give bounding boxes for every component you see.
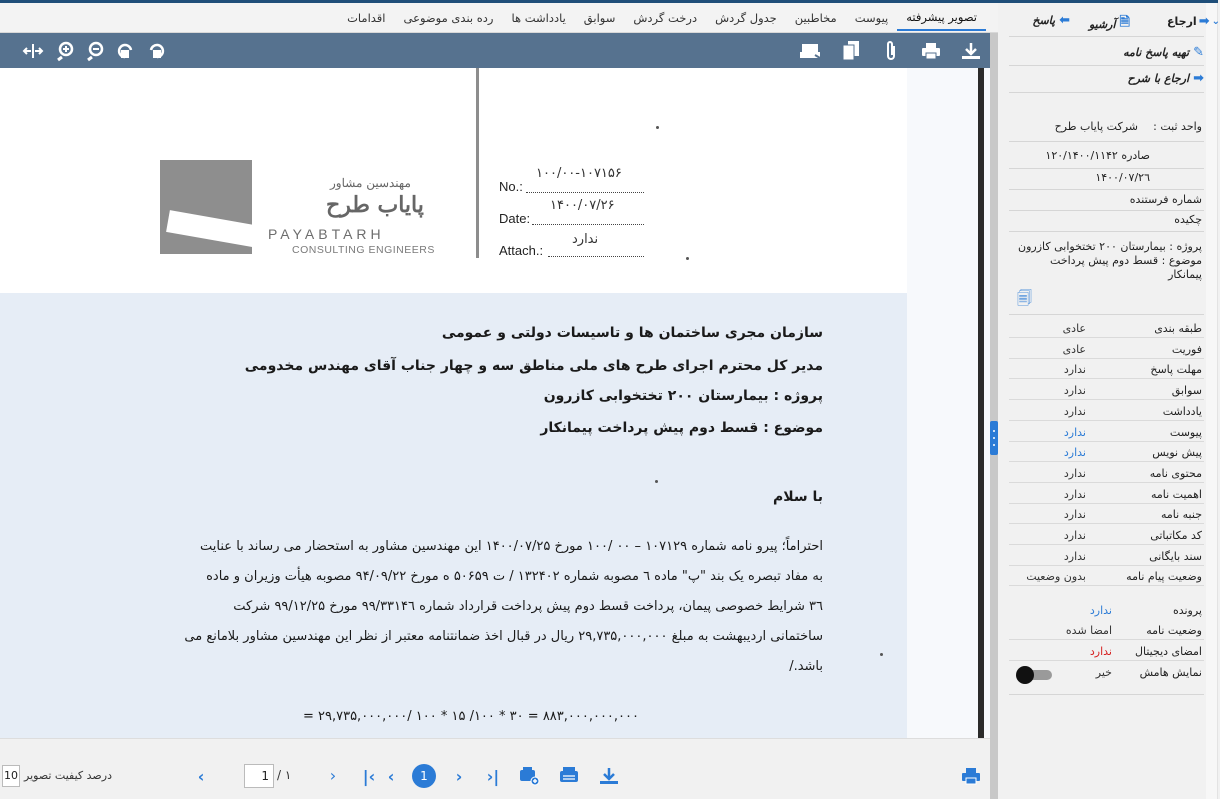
property-row [1009,546,1204,566]
letter-number: ۱۰۰/۰۰-۱۰۷۱۵۶ [536,166,622,181]
property-label: کد مکاتباتی [1150,529,1202,542]
property-value: ندارد [1063,467,1086,480]
refer-button[interactable]: ⌄ ➡ ارجاع [1167,14,1220,29]
summary-line-3: پیمانکار [1168,268,1202,281]
prev-page-icon[interactable]: ‹ [387,766,395,786]
addressee-line-1: سازمان مجری ساختمان ها و تاسیسات دولتی و عمومی [441,325,823,341]
tab-flow-table[interactable]: جدول گردش [715,11,777,25]
folder-value[interactable]: ندارد [1089,604,1112,617]
summary-label: چکیده [1174,213,1202,226]
summary-line-1: پروژه : بیمارستان ۲۰۰ تختخوابی کازرون [1018,240,1202,253]
property-value: ندارد [1063,529,1086,542]
summary-line-2: موضوع : قسط دوم پیش پرداخت [1050,254,1202,267]
margin-display-row: نمایش هامش خیر [1095,666,1202,679]
date-label: Date: [499,211,531,226]
project-line: پروژه : بیمارستان ۲۰۰ تختخوابی کازرون [543,388,823,404]
tab-bar [0,3,1000,33]
property-label: محتوی نامه [1149,467,1202,480]
property-label: سوابق [1171,384,1202,397]
pager-bar [0,738,990,799]
company-logo [160,160,252,254]
add-scan-icon[interactable] [518,765,540,787]
property-row [1009,359,1204,379]
document-viewer[interactable] [0,68,990,738]
tab-subject-classification[interactable]: رده بندی موضوعی [403,11,494,25]
panel-splitter[interactable] [990,33,998,799]
body-line-5: باشد./ [789,659,823,674]
margin-toggle[interactable] [1016,666,1056,682]
property-label: مهلت پاسخ [1150,363,1202,376]
splitter-handle[interactable] [990,421,998,455]
property-row [1009,504,1204,524]
property-value: ندارد [1063,550,1086,563]
viewer-toolbar [0,33,990,68]
property-label: وضعیت پیام نامه [1126,570,1202,583]
copy-icon[interactable] [838,38,864,64]
property-value: عادی [1062,322,1086,335]
logo-fa-subtitle: مهندسین مشاور [330,176,411,190]
property-row [1009,318,1204,338]
property-label: پیوست [1169,426,1202,439]
reply-button[interactable]: ⬅ پاسخ [1032,13,1070,28]
zoom-out-icon[interactable] [82,38,108,64]
refer-note-icon: ➡ [1193,71,1204,86]
logo-en-title: PAYABTARH [268,226,385,242]
quality-input[interactable]: 10 [2,765,20,787]
property-label: یادداشت [1162,405,1202,418]
digital-signature-row: امضای دیجیتال ندارد [1009,641,1204,661]
property-row [1009,380,1204,400]
refer-with-note-button[interactable]: ➡ ارجاع با شرح [1127,71,1204,86]
property-label: سند بایگانی [1149,550,1202,563]
property-row [1009,422,1204,442]
property-row [1009,401,1204,421]
compose-icon: ✎ [1193,45,1204,60]
property-row [1009,484,1204,504]
download-icon[interactable] [598,765,620,787]
property-value[interactable]: ندارد [1063,426,1086,439]
registration-unit-value: شرکت پایاب طرح [1054,120,1138,133]
tab-history[interactable]: سوابق [583,11,616,25]
property-row [1009,463,1204,483]
tab-attachment[interactable]: پیوست [854,11,889,25]
calculation-line: ۸۸۳,۰۰۰,۰۰۰,۰۰۰ = ۳۰ * ۱۰۰/ ۱۵ * ۱۰۰ /۲۹,۷۳۵,۰۰۰,۰۰۰ = [302,709,639,724]
property-label: جنبه نامه [1160,508,1202,521]
property-value: ندارد [1063,508,1086,521]
chevron-down-icon: ⌄ [1211,16,1220,27]
next-page-icon[interactable]: › [455,766,463,786]
archive-button[interactable]: 🗎 آرشیو [1089,13,1130,35]
logo-en-subtitle: CONSULTING ENGINEERS [292,244,435,256]
letterhead-divider [476,68,479,258]
letter-status-row: وضعیت نامه امضا شده [1009,620,1204,640]
last-page-icon[interactable]: ›| [486,766,500,786]
property-value: ندارد [1063,363,1086,376]
property-row [1009,525,1204,545]
tab-flow-tree[interactable]: درخت گردش [633,11,698,25]
property-row [1009,339,1204,359]
property-row [1009,566,1204,586]
scan-icon[interactable] [798,38,824,64]
property-row [1009,442,1204,462]
body-line-3: ۳٦ شرایط خصوصی پیمان، پرداخت قسط دوم پیش پرداخت قرارداد شماره ۹۹/۳۳۱۴٦ مورخ ۹۹/۱۲/۲۵ شرکت [233,599,823,614]
greeting-line: با سلام [772,489,823,505]
logo-fa-title: پایاب طرح [326,192,424,218]
property-label: پیش نویس [1152,446,1202,459]
property-value: ندارد [1063,405,1086,418]
print-icon[interactable] [918,38,944,64]
property-label: اهمیت نامه [1150,488,1202,501]
rotate-right-icon[interactable] [144,38,170,64]
property-value[interactable]: ندارد [1063,446,1086,459]
property-value: عادی [1062,343,1086,356]
archive-icon: 🗎 [1119,15,1130,30]
letter-info-panel [998,3,1218,799]
rotate-left-icon[interactable] [112,38,138,64]
property-value: بدون وضعیت [1026,570,1086,583]
no-label: No.: [499,179,523,194]
page-number-input[interactable]: 1 [244,764,274,788]
fit-width-icon[interactable] [20,38,46,64]
letter-date: ۱۴۰۰/۰۷/۲۶ [550,198,615,213]
print-icon[interactable] [960,765,982,787]
tab-notes[interactable]: یادداشت ها [511,11,566,25]
attachment-icon[interactable] [878,38,904,64]
issue-date: ۱۴۰۰/۰۷/۲٦ [1095,171,1150,184]
quality-label: درصد کیفیت تصویر [24,769,112,782]
property-label: طبقه بندی [1154,322,1202,335]
registration-unit-label: واحد ثبت : [1153,120,1202,133]
folder-row: پرونده ندارد [1089,604,1202,617]
issued-number: صادره ۱۲۰/۱۴۰۰/۱۱۴۲ [1045,149,1150,162]
property-value: ندارد [1063,488,1086,501]
prev-arrow-icon[interactable]: ‹ [197,766,205,786]
current-page-indicator[interactable]: 1 [412,764,436,788]
refer-arrow-icon: ➡ [1198,14,1210,29]
subject-line: موضوع : قسط دوم پیش پرداخت پیمانکار [540,420,823,436]
property-value: ندارد [1063,384,1086,397]
attach-label: Attach.: [499,243,544,258]
body-line-4: ساختمانی اردیبهشت به مبلغ ۲۹,۷۳۵,۰۰۰,۰۰۰ ریال در قبال اخذ ضمانتنامه معتبر از نظر این مهندسین مشاور بلامانع می [184,629,823,644]
sender-number-label: شماره فرستنده [1129,193,1202,206]
tab-actions[interactable]: اقدامات [347,11,386,25]
first-page-icon[interactable]: |‹ [362,766,376,786]
addressee-line-2: مدیر کل محترم اجرای طرح های ملی مناطق سه و چهار جناب آقای مهندس مخدومی [244,358,823,374]
body-line-2: به مفاد تبصره یک بند "پ" ماده ٦ مصوبه شماره ۱۳۲۴۰۲ / ت ۵۰۶۵۹ ه مورخ ۹۴/۰۹/۲۲ مصوبه هیأت وزیران و ماده [206,569,823,584]
zoom-in-icon[interactable] [52,38,78,64]
attach-value: ندارد [572,232,599,247]
reply-arrow-icon: ⬅ [1059,13,1070,28]
copy-summary-icon[interactable]: 🗐 [1017,289,1032,307]
property-label: فوریت [1171,343,1202,356]
page-total: / ۱ [277,768,292,782]
scanner-icon[interactable] [558,765,580,787]
body-line-1: احتراماً؛ پیرو نامه شماره ۱۰۷۱۲۹ – ۰۰ /۱۰۰ مورخ ۱۴۰۰/۰۷/۲۵ این مهندسین مشاور به استحضار می رساند با عنایت [200,539,823,554]
prepare-reply-button[interactable]: ✎ تهیه پاسخ نامه [1123,45,1204,60]
next-icon[interactable]: › [329,765,337,785]
tab-advanced-image[interactable]: تصویر پیشرفته [897,4,986,31]
download-icon[interactable] [958,38,984,64]
letter-page [0,68,907,738]
tab-recipients[interactable]: مخاطبین [794,11,837,25]
